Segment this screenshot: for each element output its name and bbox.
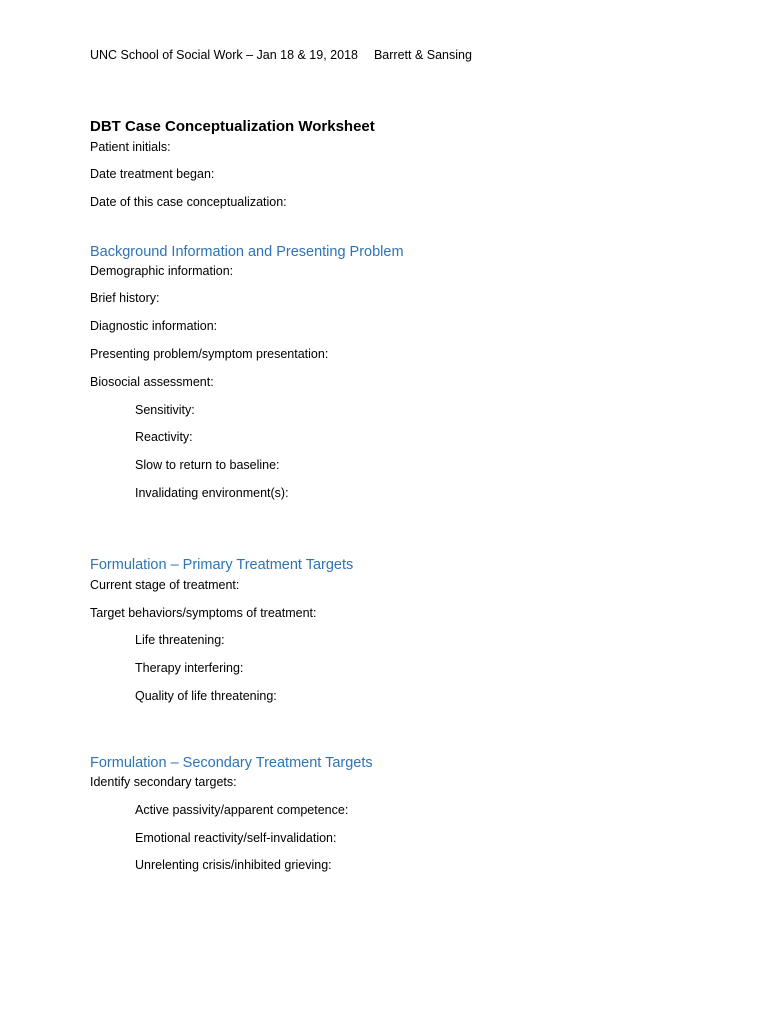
- field-diagnostic-information: Diagnostic information:: [90, 319, 218, 333]
- subfield-unrelenting-crisis: Unrelenting crisis/inhibited grieving:: [135, 858, 332, 872]
- header-right-text: Barrett & Sansing: [373, 48, 472, 62]
- page-header: [90, 47, 472, 63]
- field-identify-secondary-targets: Identify secondary targets:: [90, 775, 237, 789]
- field-target-behaviors: Target behaviors/symptoms of treatment:: [90, 606, 317, 620]
- section-heading-primary-targets: Formulation – Primary Treatment Targets: [90, 557, 354, 573]
- document-title: DBT Case Conceptualization Worksheet: [90, 118, 375, 135]
- header-left-text: UNC School of Social Work – Jan 18 & 19, 2018: [90, 48, 358, 62]
- section-heading-background: Background Information and Presenting Problem: [90, 244, 404, 260]
- field-date-of-conceptualization: Date of this case conceptualization:: [90, 195, 287, 209]
- field-brief-history: Brief history:: [90, 291, 160, 305]
- field-presenting-problem: Presenting problem/symptom presentation:: [90, 347, 329, 361]
- subfield-therapy-interfering: Therapy interfering:: [135, 661, 244, 675]
- subfield-invalidating-environment: Invalidating environment(s):: [135, 486, 289, 500]
- field-date-treatment-began: Date treatment began:: [90, 167, 215, 181]
- subfield-active-passivity: Active passivity/apparent competence:: [135, 803, 349, 817]
- subfield-sensitivity: Sensitivity:: [135, 403, 195, 417]
- subfield-quality-of-life: Quality of life threatening:: [135, 689, 277, 703]
- field-current-stage: Current stage of treatment:: [90, 578, 240, 592]
- subfield-life-threatening: Life threatening:: [135, 633, 225, 647]
- subfield-reactivity: Reactivity:: [135, 430, 193, 444]
- field-demographic-information: Demographic information:: [90, 264, 234, 278]
- section-heading-secondary-targets: Formulation – Secondary Treatment Targets: [90, 755, 373, 771]
- subfield-slow-to-return: Slow to return to baseline:: [135, 458, 280, 472]
- field-biosocial-assessment: Biosocial assessment:: [90, 375, 214, 389]
- subfield-emotional-reactivity: Emotional reactivity/self-invalidation:: [135, 831, 337, 845]
- field-patient-initials: Patient initials:: [90, 140, 171, 154]
